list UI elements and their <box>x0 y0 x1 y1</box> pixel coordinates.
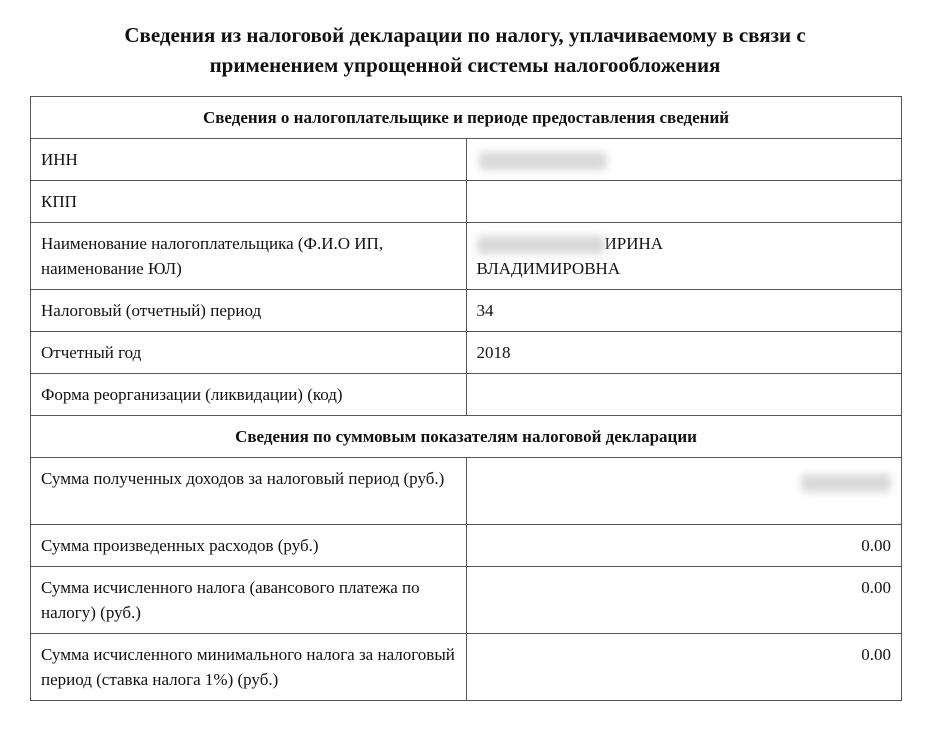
taxpayer-name-value <box>466 223 902 290</box>
minimum-tax-label: Сумма исчисленного минимального налога за налоговый период (ставка налога 1%) (руб.) <box>31 634 467 701</box>
table-row <box>31 525 902 567</box>
reorganization-form-label: Форма реорганизации (ликвидации) (код) <box>31 374 467 416</box>
section-header-row <box>31 97 902 139</box>
redacted-value <box>477 236 605 254</box>
income-sum-value <box>466 458 902 525</box>
calculated-tax-value: 0.00 <box>466 567 902 634</box>
taxpayer-name-line-1: ИРИНА <box>604 234 664 253</box>
document-title <box>0 20 930 80</box>
section-header-row <box>31 416 902 458</box>
kpp-value <box>466 181 902 223</box>
declaration-table <box>30 96 902 701</box>
tax-period-value: 34 <box>466 290 902 332</box>
expenses-sum-label: Сумма произведенных расходов (руб.) <box>31 525 467 567</box>
table-row <box>31 290 902 332</box>
report-year-value: 2018 <box>466 332 902 374</box>
title-line-1: Сведения из налоговой декларации по налогу, уплачиваемому в связи с <box>124 23 806 47</box>
redacted-value <box>479 152 607 170</box>
reorganization-form-value <box>466 374 902 416</box>
inn-label: ИНН <box>31 139 467 181</box>
section-title-amounts: Сведения по суммовым показателям налоговой декларации <box>31 416 902 458</box>
tax-period-label: Налоговый (отчетный) период <box>31 290 467 332</box>
section-title-taxpayer: Сведения о налогоплательщике и периоде предоставления сведений <box>31 97 902 139</box>
table-row <box>31 567 902 634</box>
table-row <box>31 332 902 374</box>
taxpayer-name-line-2: ВЛАДИМИРОВНА <box>476 259 621 278</box>
income-sum-label: Сумма полученных доходов за налоговый период (руб.) <box>31 458 467 525</box>
kpp-label: КПП <box>31 181 467 223</box>
taxpayer-name-label: Наименование налогоплательщика (Ф.И.О ИП, наименование ЮЛ) <box>31 223 467 290</box>
table-row <box>31 634 902 701</box>
table-row <box>31 458 902 525</box>
report-year-label: Отчетный год <box>31 332 467 374</box>
inn-value <box>466 139 902 181</box>
table-row <box>31 223 902 290</box>
calculated-tax-label: Сумма исчисленного налога (авансового платежа по налогу) (руб.) <box>31 567 467 634</box>
table-row <box>31 139 902 181</box>
table-row <box>31 181 902 223</box>
minimum-tax-value: 0.00 <box>466 634 902 701</box>
table-row <box>31 374 902 416</box>
expenses-sum-value: 0.00 <box>466 525 902 567</box>
title-line-2: применением упрощенной системы налогообложения <box>209 53 721 77</box>
redacted-value <box>801 474 891 492</box>
